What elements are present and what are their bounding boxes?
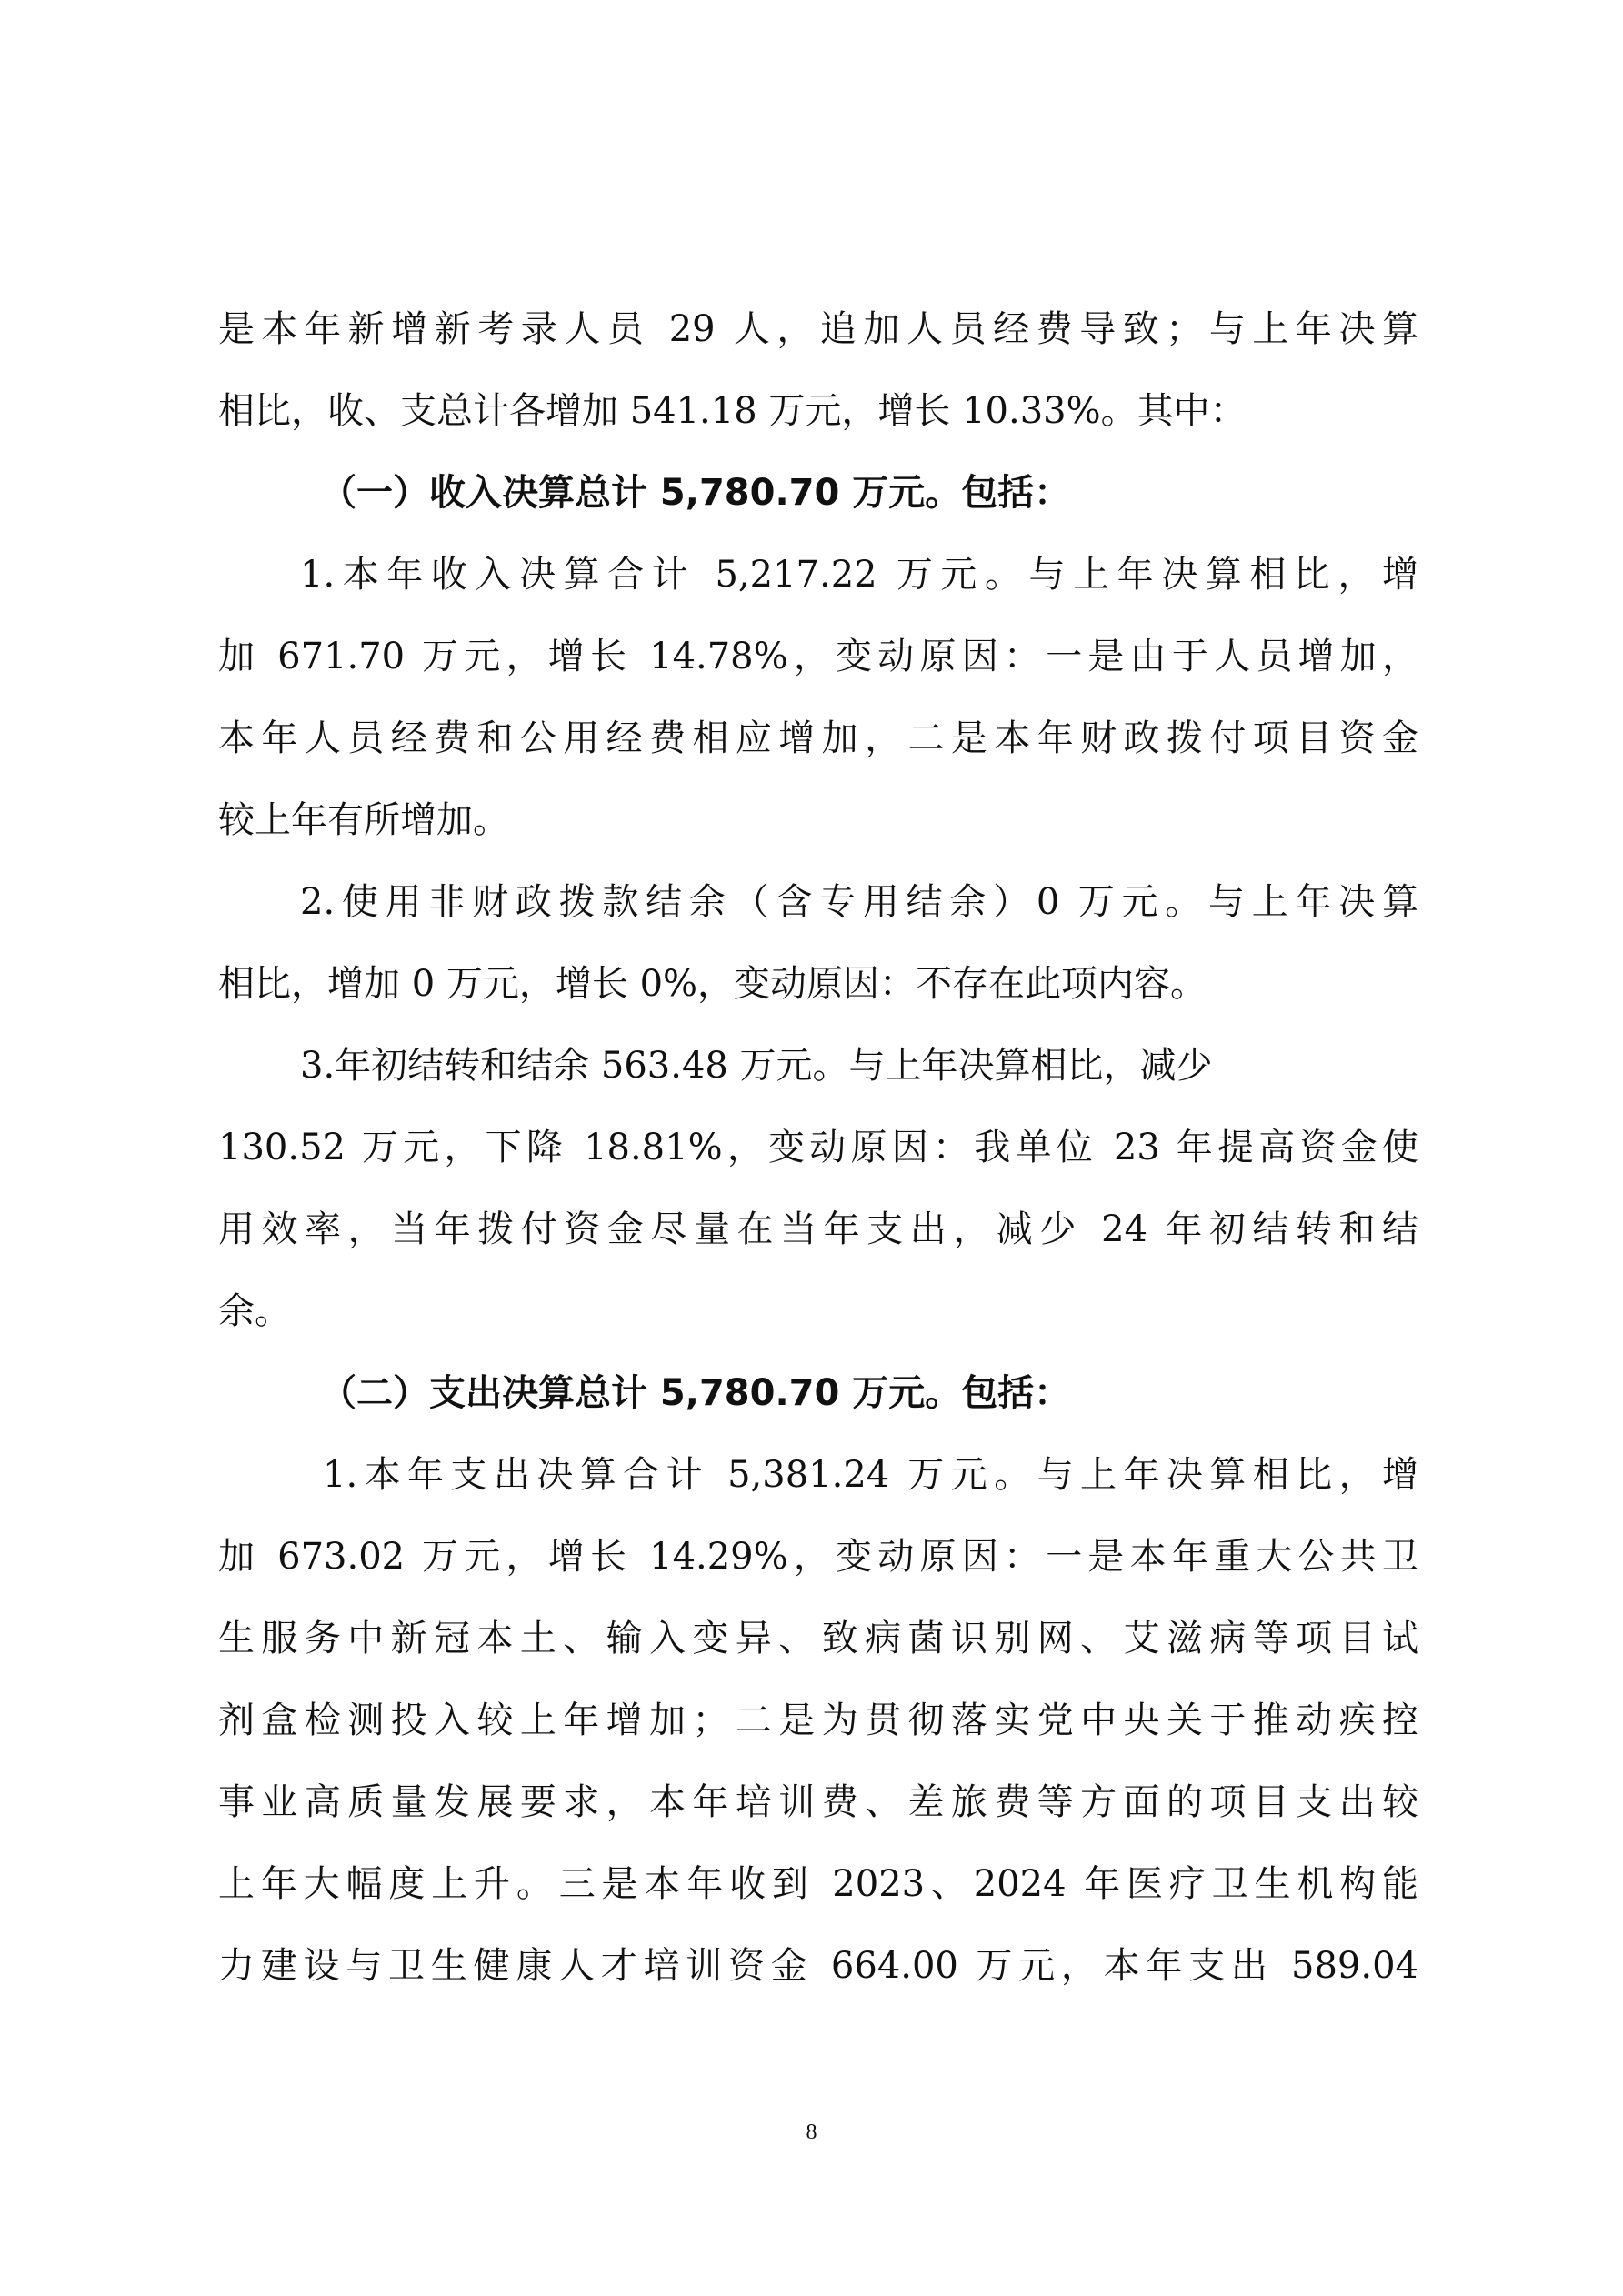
paragraph-line: 生服务中新冠本土、输入变异、致病菌识别网、艾滋病等项目试 <box>218 1618 1418 1659</box>
paragraph-line: 力建设与卫生健康人才培训资金 664.00 万元，本年支出 589.04 <box>218 1945 1418 1987</box>
paragraph-line: 2.使用非财政拨款结余（含专用结余）0 万元。与上年决算 <box>300 881 1418 923</box>
paragraph-line: 1.本年支出决算合计 5,381.24 万元。与上年决算相比，增 <box>323 1454 1418 1496</box>
paragraph-line: 剂盒检测投入较上年增加；二是为贯彻落实党中央关于推动疾控 <box>218 1699 1418 1741</box>
paragraph-line: 是本年新增新考录人员 29 人，追加人员经费导致；与上年决算 <box>218 308 1418 350</box>
paragraph-line: 3.年初结转和结余 563.48 万元。与上年决算相比，减少 <box>300 1045 1213 1087</box>
paragraph-line: 用效率，当年拨付资金尽量在当年支出，减少 24 年初结转和结 <box>218 1208 1418 1250</box>
page-number: 8 <box>806 2121 817 2144</box>
section-heading-expenditure: （二）支出决算总计 5,780.70 万元。包括： <box>320 1372 1071 1414</box>
paragraph-line: 相比，增加 0 万元，增长 0%，变动原因：不存在此项内容。 <box>218 963 1207 1005</box>
paragraph-line: 余。 <box>218 1290 291 1332</box>
paragraph-line: 事业高质量发展要求，本年培训费、差旅费等方面的项目支出较 <box>218 1781 1418 1823</box>
paragraph-line: 1.本年收入决算合计 5,217.22 万元。与上年决算相比，增 <box>300 554 1418 596</box>
section-heading-income: （一）收入决算总计 5,780.70 万元。包括： <box>320 472 1071 514</box>
paragraph-line: 加 673.02 万元，增长 14.29%，变动原因：一是本年重大公共卫 <box>218 1536 1418 1578</box>
paragraph-line: 130.52 万元，下降 18.81%，变动原因：我单位 23 年提高资金使 <box>218 1127 1418 1168</box>
paragraph-line: 相比，收、支总计各增加 541.18 万元，增长 10.33%。其中： <box>218 390 1247 432</box>
paragraph-line: 上年大幅度上升。三是本年收到 2023、2024 年医疗卫生机构能 <box>218 1863 1418 1905</box>
paragraph-line: 本年人员经费和公用经费相应增加，二是本年财政拨付项目资金 <box>218 717 1418 759</box>
paragraph-line: 加 671.70 万元，增长 14.78%，变动原因：一是由于人员增加， <box>218 636 1418 677</box>
paragraph-line: 较上年有所增加。 <box>218 799 509 841</box>
